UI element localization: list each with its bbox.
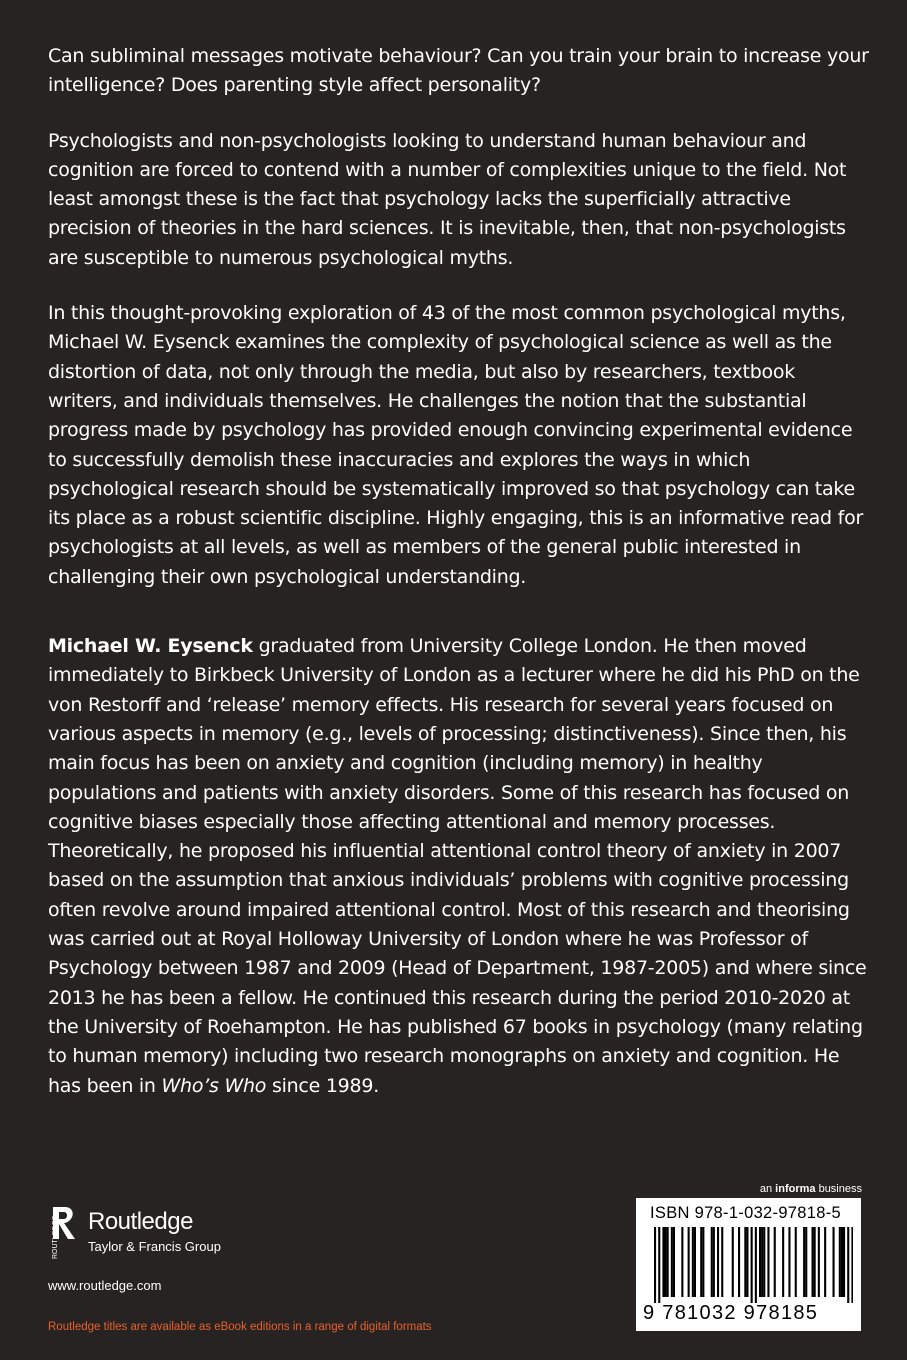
barcode-bar xyxy=(713,1227,715,1297)
publisher-website: www.routledge.com xyxy=(48,1278,162,1293)
barcode-bar xyxy=(841,1227,843,1297)
informa-prefix: an xyxy=(759,1183,776,1195)
barcode-digits: 9 781032 978185 xyxy=(643,1302,819,1324)
publisher-group: Taylor & Francis Group xyxy=(88,1239,221,1254)
barcode-bar xyxy=(671,1227,673,1297)
barcode-bar xyxy=(662,1227,664,1297)
barcode-bar xyxy=(761,1227,763,1297)
barcode-bar xyxy=(673,1227,675,1297)
author-name: Michael W. Eysenck xyxy=(48,635,253,658)
informa-suffix: business xyxy=(815,1183,862,1195)
logo-vertical-text: ROUTLEDGE xyxy=(52,1215,59,1259)
author-bio-ending: since 1989. xyxy=(266,1074,379,1097)
barcode-bar xyxy=(818,1227,820,1297)
barcode-bar xyxy=(755,1227,757,1303)
routledge-logo xyxy=(48,1203,308,1263)
back-cover-blurb xyxy=(48,42,870,1127)
author-bio xyxy=(48,632,870,1101)
ebook-note: Routledge titles are available as eBook editions in a range of digital formats xyxy=(48,1321,432,1333)
barcode-bar xyxy=(711,1227,713,1297)
barcode-bar xyxy=(694,1227,696,1297)
barcode-bars xyxy=(644,1227,853,1303)
barcode-bar xyxy=(805,1227,807,1297)
barcode-bar xyxy=(654,1227,656,1303)
barcode-bar xyxy=(763,1227,765,1297)
barcode-bar xyxy=(732,1227,734,1297)
barcode-bar xyxy=(795,1227,797,1297)
informa-business-tag xyxy=(760,1183,862,1195)
barcode-bar xyxy=(847,1227,849,1303)
barcode-bar xyxy=(851,1227,853,1303)
publisher-name: Routledge xyxy=(88,1208,193,1235)
blurb-paragraph-1: Can subliminal messages motivate behaviour? Can you train your brain to increase your intelligence? Does parenting style affect personality? xyxy=(48,45,869,97)
barcode-bar xyxy=(833,1227,835,1297)
whos-who-title: Who’s Who xyxy=(161,1074,267,1097)
blurb-paragraph-2: Psychologists and non-psychologists looking to understand human behaviour and cognition are forced to contend with a number of complexities unique to the field. Not least amongst these is the fact that psychology lacks the superficially attractive precision of theories in the hard sciences. It is inevitable, then, that non-psychologists are susceptible to numerous psychological myths. xyxy=(48,129,847,269)
barcode-bar xyxy=(667,1227,669,1297)
author-bio-text: graduated from University College London. He then moved immediately to Birkbeck University of London as a lecturer where he did his PhD on the von Restorff and ‘release’ memory effects. His research for several years focused on various aspects in memory (e.g., levels of processing; distinctiveness). Since then, his main focus has been on anxiety and cognition (including memory) in healthy populations and patients with anxiety disorders. Some of this research has focused on cognitive biases especially those affecting attentional and memory processes. Theoretically, he proposed his influential attentional control theory of anxiety in 2007 based on the assumption that anxious individuals’ problems with cognitive processing often revolve around impaired attentional control. Most of this research and theorising was carried out at Royal Holloway University of London where he was Professor of Psychology between 1987 and 2009 (Head of Department, 1987-2005) and where since 2013 he has been a fellow. He continued this research during the period 2010-2020 at the University of Roehampton. He has published 67 books in psychology (many relating to human memory) including two research monographs on anxiety and cognition. He has been in xyxy=(48,635,867,1097)
barcode-bar xyxy=(812,1227,814,1297)
barcode-bar xyxy=(744,1227,746,1297)
barcode-bar xyxy=(824,1227,826,1297)
isbn-label: ISBN 978-1-032-97818-5 xyxy=(650,1204,841,1222)
barcode-bar xyxy=(692,1227,694,1297)
barcode-bar xyxy=(688,1227,690,1297)
barcode-bar xyxy=(843,1227,845,1297)
barcode-bar xyxy=(751,1227,753,1303)
barcode-bar xyxy=(746,1227,748,1297)
barcode-bar xyxy=(767,1227,769,1297)
isbn-barcode xyxy=(636,1198,861,1331)
barcode-bar xyxy=(702,1227,704,1297)
barcode-bar xyxy=(738,1227,740,1297)
barcode-bar xyxy=(665,1227,667,1297)
barcode-bar xyxy=(721,1227,723,1297)
barcode-bar xyxy=(681,1227,683,1297)
barcode-bar xyxy=(759,1227,761,1297)
routledge-r-icon xyxy=(48,1203,78,1261)
barcode-bar xyxy=(839,1227,841,1297)
barcode-bar xyxy=(700,1227,702,1297)
barcode-bar xyxy=(658,1227,660,1303)
blurb-paragraph-3: In this thought-provoking exploration of 43 of the most common psychological myths, Michael W. Eysenck examines the complexity of psychological science as well as the distortion of data, not only through the media, but also by researchers, textbook writers, and individuals themselves. He challenges the notion that the substantial progress made by psychology has provided enough convincing experimental evidence to successfully demolish these inaccuracies and explores the ways in which psychological research should be systematically improved so that psychology can take its place as a robust scientific discipline. Highly engaging, this is an informative read for psychologists at all levels, as well as members of the general public interested in challenging their own psychological understanding. xyxy=(48,302,864,588)
barcode-bar xyxy=(814,1227,816,1297)
barcode-bar xyxy=(788,1227,790,1297)
barcode-bar xyxy=(782,1227,784,1297)
informa-brand: informa xyxy=(775,1183,816,1195)
barcode-bar xyxy=(774,1227,776,1297)
barcode-bar xyxy=(717,1227,719,1297)
barcode-bar xyxy=(803,1227,805,1297)
